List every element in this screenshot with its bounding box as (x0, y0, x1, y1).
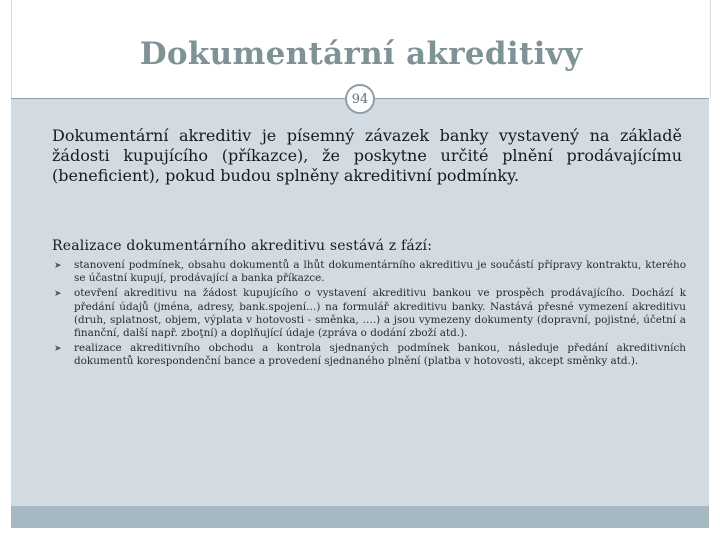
slide-title: Dokumentární akreditivy (139, 36, 583, 72)
list-item (52, 259, 686, 285)
list-item-text: realizace akreditivního obchodu a kontrola sjednaných podmínek bankou, následuje předání akreditivních dokumentů korespondenční bance a provedení sjednaného plnění (platba v hotovosti, akcept směnky atd.). (74, 342, 686, 368)
page-number: 94 (351, 91, 369, 107)
list-item (52, 287, 686, 340)
phases-list (52, 259, 686, 371)
arrow-right-icon: ➤ (54, 289, 62, 300)
page-number-badge (345, 84, 375, 114)
footer-strip (11, 506, 709, 528)
list-item-text: otevření akreditivu na žádost kupujícího o vystavení akreditivu bankou ve prospěch prodávajícího. Dochází k předání údajů (jména, adresy, bank.spojení…) na formulář akreditivu banky. Nastává přesné vymezení akreditivu (druh, splatnost, objem, výplata v hotovosti - směnka, ….) a jsou vymezeny dokumenty (dopravní, pojistné, účetní a finanční, další např. zboţní) a doplňující údaje (zpráva o dodání zboží atd.). (74, 287, 686, 340)
arrow-right-icon: ➤ (54, 261, 62, 271)
phases-heading: Realizace dokumentárního akreditivu sestává z fází: (52, 238, 433, 254)
arrow-right-icon: ➤ (54, 344, 62, 355)
list-item (52, 342, 686, 368)
list-item-text: stanovení podmínek, obsahu dokumentů a lhůt dokumentárního akreditivu je součástí přípravy kontraktu, kterého se účastní kupují, prodávající a banka příkazce. (74, 259, 686, 285)
definition-paragraph: Dokumentární akreditiv je písemný závazek banky vystavený na základě žádosti kupujícího (příkazce), že poskytne určité plnění prodávajícímu (beneficient), pokud budou splněny akreditivní podmínky. (52, 126, 682, 185)
